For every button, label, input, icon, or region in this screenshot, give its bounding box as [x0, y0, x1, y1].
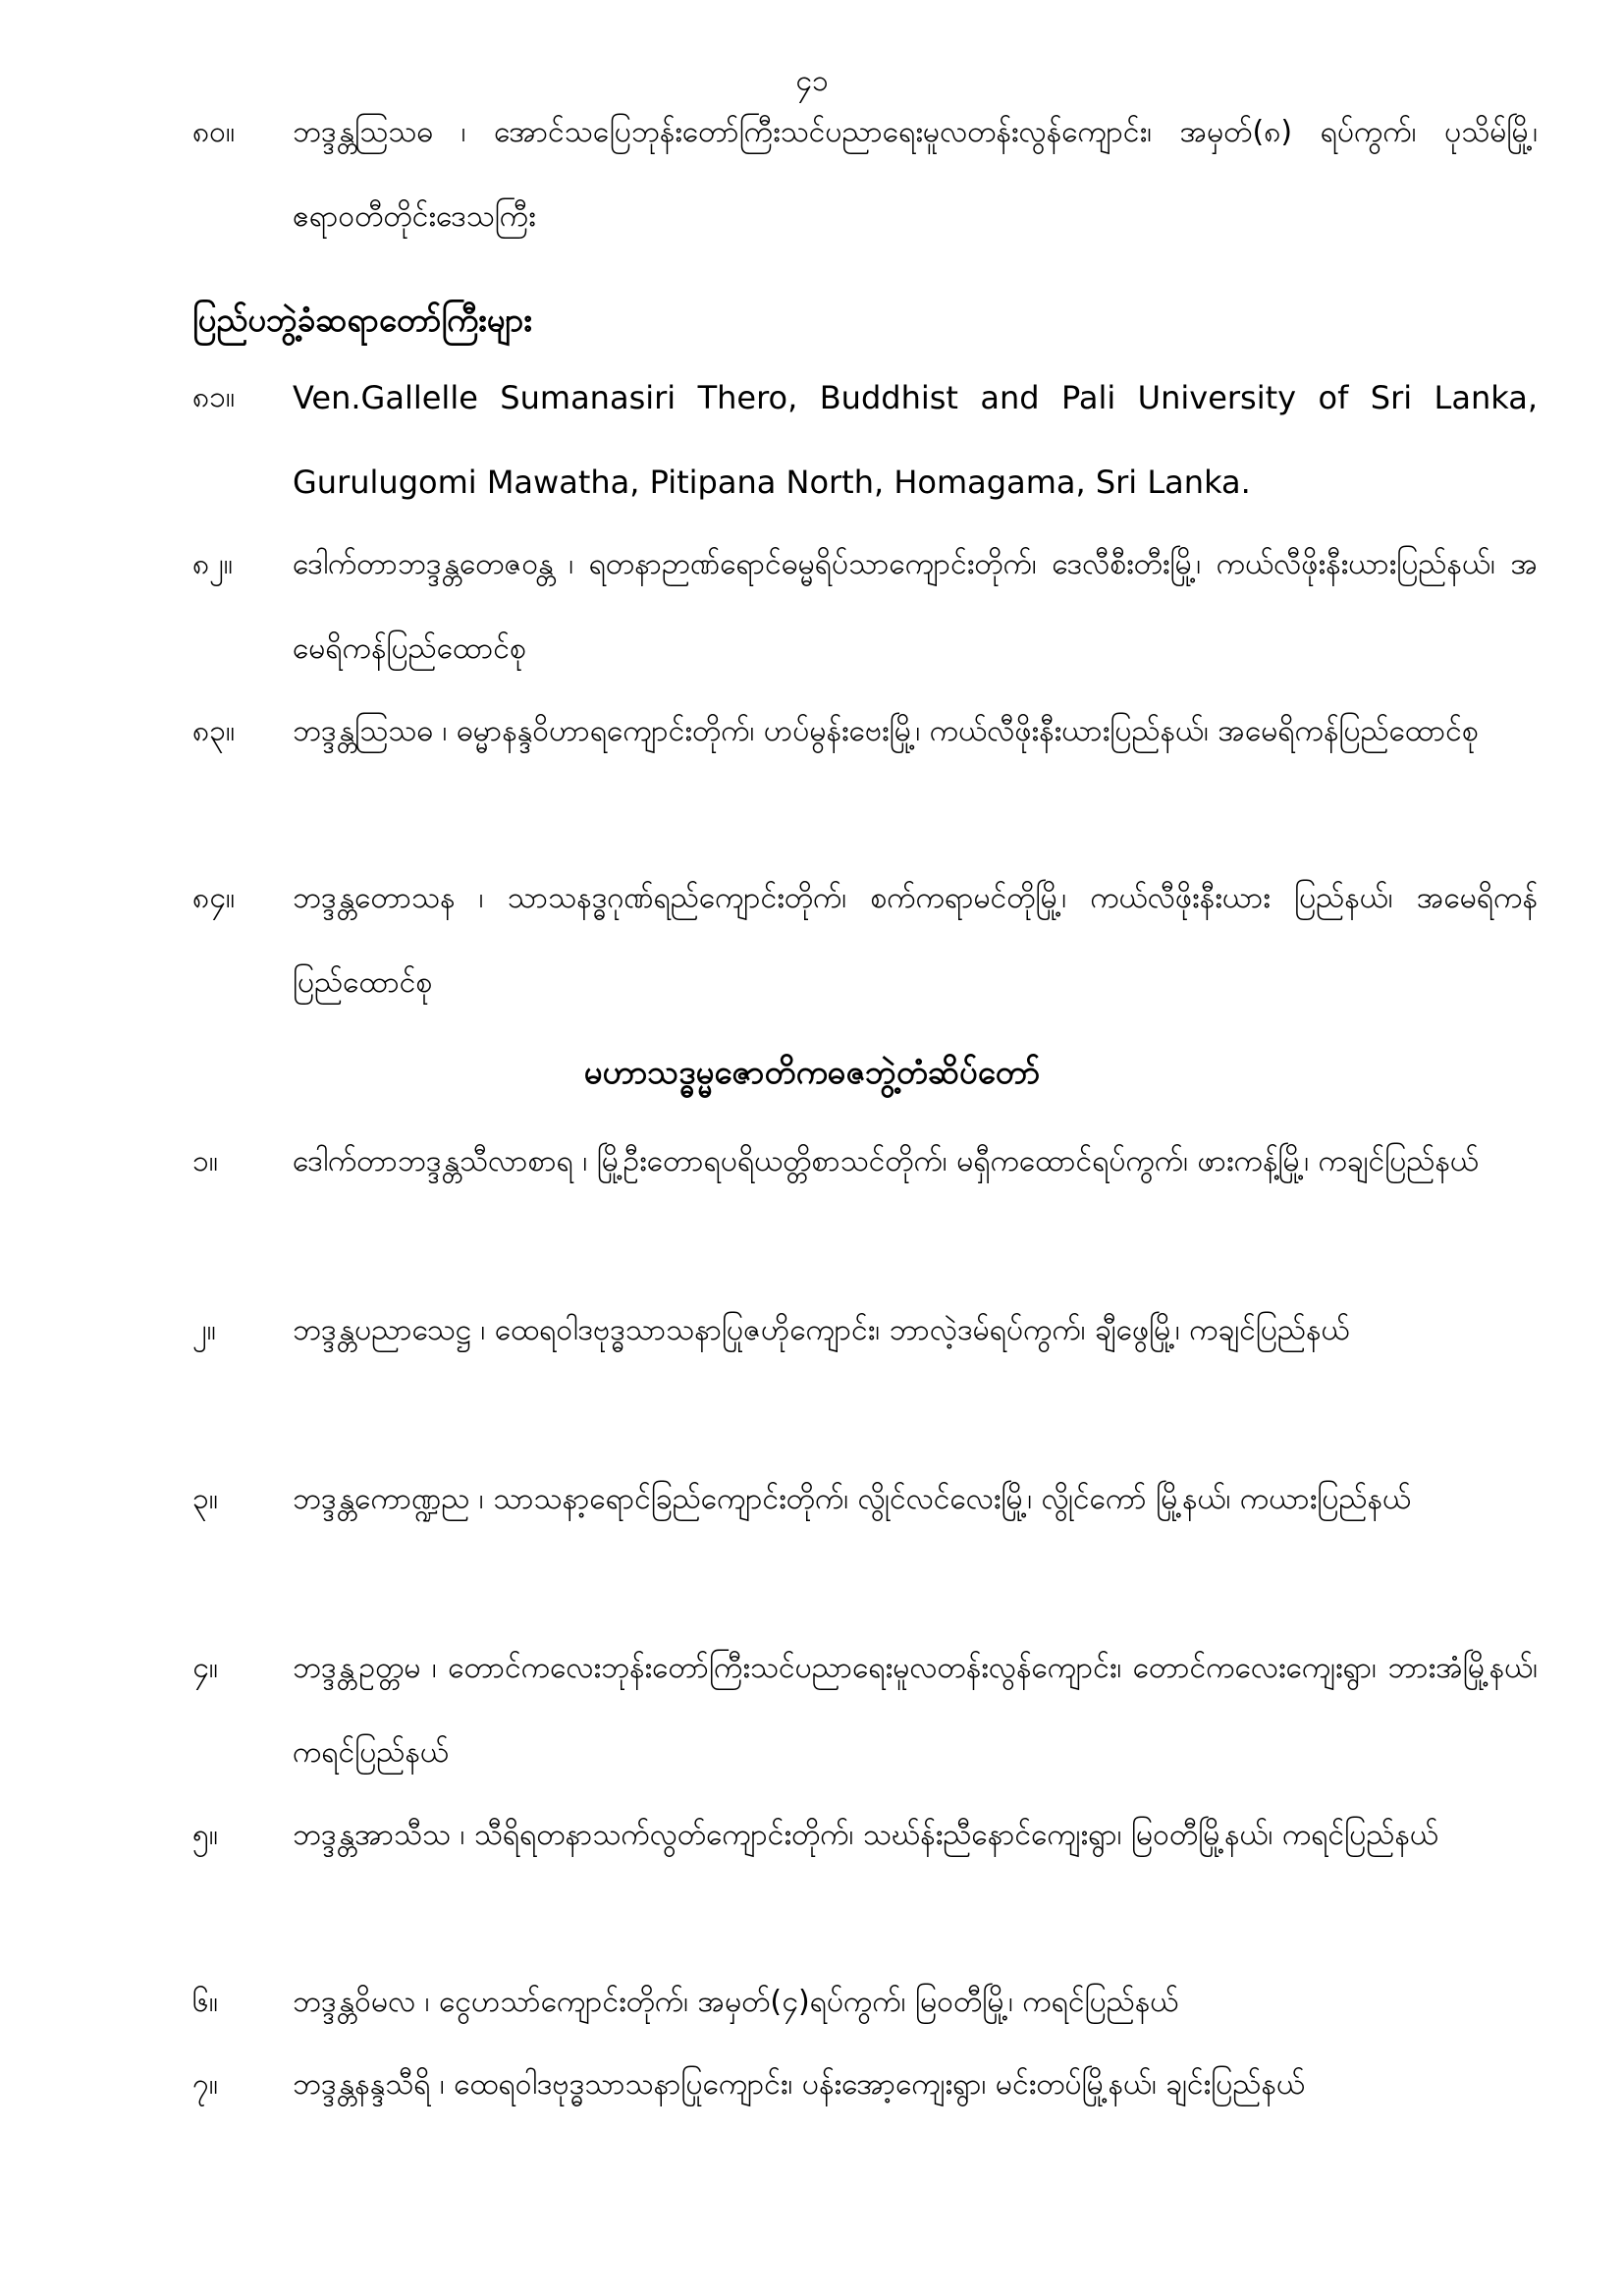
- list-item: [192, 1120, 1538, 1288]
- item-number: ၁။: [192, 1144, 218, 1178]
- item-text: ဘဒ္ဒန္တသြသဓ ၊ အောင်သပြေဘုန်းတော်ကြီးသင်ပညာရေးမူလတန်းလွန်ကျောင်း၊ အမှတ်(၈) ရပ်ကွက်၊ ပုသိမ်မြို့၊ ဧရာဝတီတိုင်းဒေသကြီး: [293, 115, 1538, 234]
- item-text: ဘဒ္ဒန္တဥတ္တမ ၊ တောင်ကလေးဘုန်းတော်ကြီးသင်ပညာရေးမူလတန်းလွန်ကျောင်း၊ တောင်ကလေးကျေးရွာ၊ ဘားအံမြို့နယ်၊ ကရင်ပြည်နယ်: [293, 1651, 1538, 1770]
- list-item: [192, 1793, 1538, 1962]
- item-number: ၈၄။: [192, 881, 236, 915]
- item-number: ၈၃။: [192, 714, 236, 748]
- list-item: [192, 689, 1538, 858]
- item-text: ဘဒ္ဒန္တပညာသေဋ္ဌ ၊ ထေရဝါဒဗုဒ္ဓသာသနာပြုဇဟိုကျောင်း၊ ဘာလဲ့ဒမ်ရပ်ကွက်၊ ချီဖွေမြို့၊ ကချင်ပြည်နယ်: [293, 1313, 1350, 1347]
- list-item: [192, 1960, 1538, 2045]
- item-number: ၆။: [192, 1985, 218, 2019]
- item-number: ၂။: [192, 1313, 216, 1347]
- item-number: ၈၀။: [192, 115, 236, 149]
- list-item: [192, 90, 1538, 259]
- section-heading-foreign: ပြည်ပဘွဲ့ခံဆရာတော်ကြီးများ: [192, 301, 532, 339]
- item-text: ဒေါက်တာဘဒ္ဒန္တတေဇဝန္တ ၊ ရတနာဉာဏ်ရောင်ဓမ္မရိပ်သာကျောင်းတိုက်၊ ဒေလီစီးတီးမြို့၊ ကယ်လီဖိုးနီးယားပြည်နယ်၊ အမေရိကန်ပြည်ထောင်စု: [293, 547, 1538, 666]
- item-number: ၄။: [192, 1651, 218, 1685]
- list-item: [192, 1626, 1538, 1795]
- list-item: [192, 522, 1538, 691]
- item-text: ဘဒ္ဒန္တကောဏ္ဍည ၊ သာသနာ့ရောင်ခြည်ကျောင်းတိုက်၊ လွိုင်လင်လေးမြို့၊ လွိုင်ကော် မြို့နယ်၊ ကယားပြည်နယ်: [293, 1482, 1412, 1516]
- item-text: ဘဒ္ဒန္တဝိမလ ၊ ငွေဟသာ်ကျောင်းတိုက်၊ အမှတ်(၄)ရပ်ကွက်၊ မြဝတီမြို့၊ ကရင်ပြည်နယ်: [293, 1985, 1179, 2019]
- list-item: [192, 1288, 1538, 1457]
- page-number: ၄၁: [795, 64, 829, 98]
- list-item: [192, 856, 1538, 1025]
- item-number: ၈၂။: [192, 547, 233, 581]
- item-text: ဘဒ္ဒန္တတောသန ၊ သာသနဒ္ဓဂုဏ်ရည်ကျောင်းတိုက်၊ စက်ကရာမင်တိုမြို့၊ ကယ်လီဖိုးနီးယား ပြည်နယ်၊ အမေရိကန်ပြည်ထောင်စု: [293, 881, 1538, 1000]
- item-text: Ven.Gallelle Sumanasiri Thero, Buddhist and Pali University of Sri Lanka, Gurulugomi Mawatha, Pitipana North, Homagama, Sri Lanka.: [293, 379, 1538, 501]
- item-text: ဘဒ္ဒန္တသြသဓ ၊ ဓမ္မာနန္ဒဝိဟာရကျောင်းတိုက်၊ ဟပ်မွန်းဗေးမြို့၊ ကယ်လီဖိုးနီးယားပြည်နယ်၊ အမေရိကန်ပြည်ထောင်စု: [293, 714, 1479, 748]
- list-item: [192, 2043, 1538, 2212]
- section-heading-title: မဟာသဒ္ဓမ္မဇောတိကဓဇဘွဲ့တံဆိပ်တော်: [583, 1053, 1041, 1091]
- item-number: ၈၁။: [192, 380, 236, 414]
- list-item: [192, 1457, 1538, 1626]
- item-text: ဘဒ္ဒန္တအာသီသ ၊ သီရိရတနာသက်လွတ်ကျောင်းတိုက်၊ သဃ်န်းညီနောင်ကျေးရွာ၊ မြဝတီမြို့နယ်၊ ကရင်ပြည်နယ်: [293, 1818, 1438, 1852]
- list-item: [192, 355, 1538, 524]
- item-number: ၃။: [192, 1482, 218, 1516]
- item-text: ဘဒ္ဒန္တနန္ဒသီရိ ၊ ထေရဝါဒဗုဒ္ဓသာသနာပြုကျောင်း၊ ပန်းအော့ကျေးရွာ၊ မင်းတပ်မြို့နယ်၊ ချင်းပြည်နယ်: [293, 2067, 1306, 2102]
- item-number: ၇။: [192, 2067, 218, 2102]
- item-number: ၅။: [192, 1818, 218, 1852]
- item-text: ဒေါက်တာဘဒ္ဒန္တသီလာစာရ ၊ မြို့ဦးတောရပရိယတ္တိစာသင်တိုက်၊ မရှီကထောင်ရပ်ကွက်၊ ဖားကန့်မြို့၊ ကချင်ပြည်နယ်: [293, 1144, 1480, 1178]
